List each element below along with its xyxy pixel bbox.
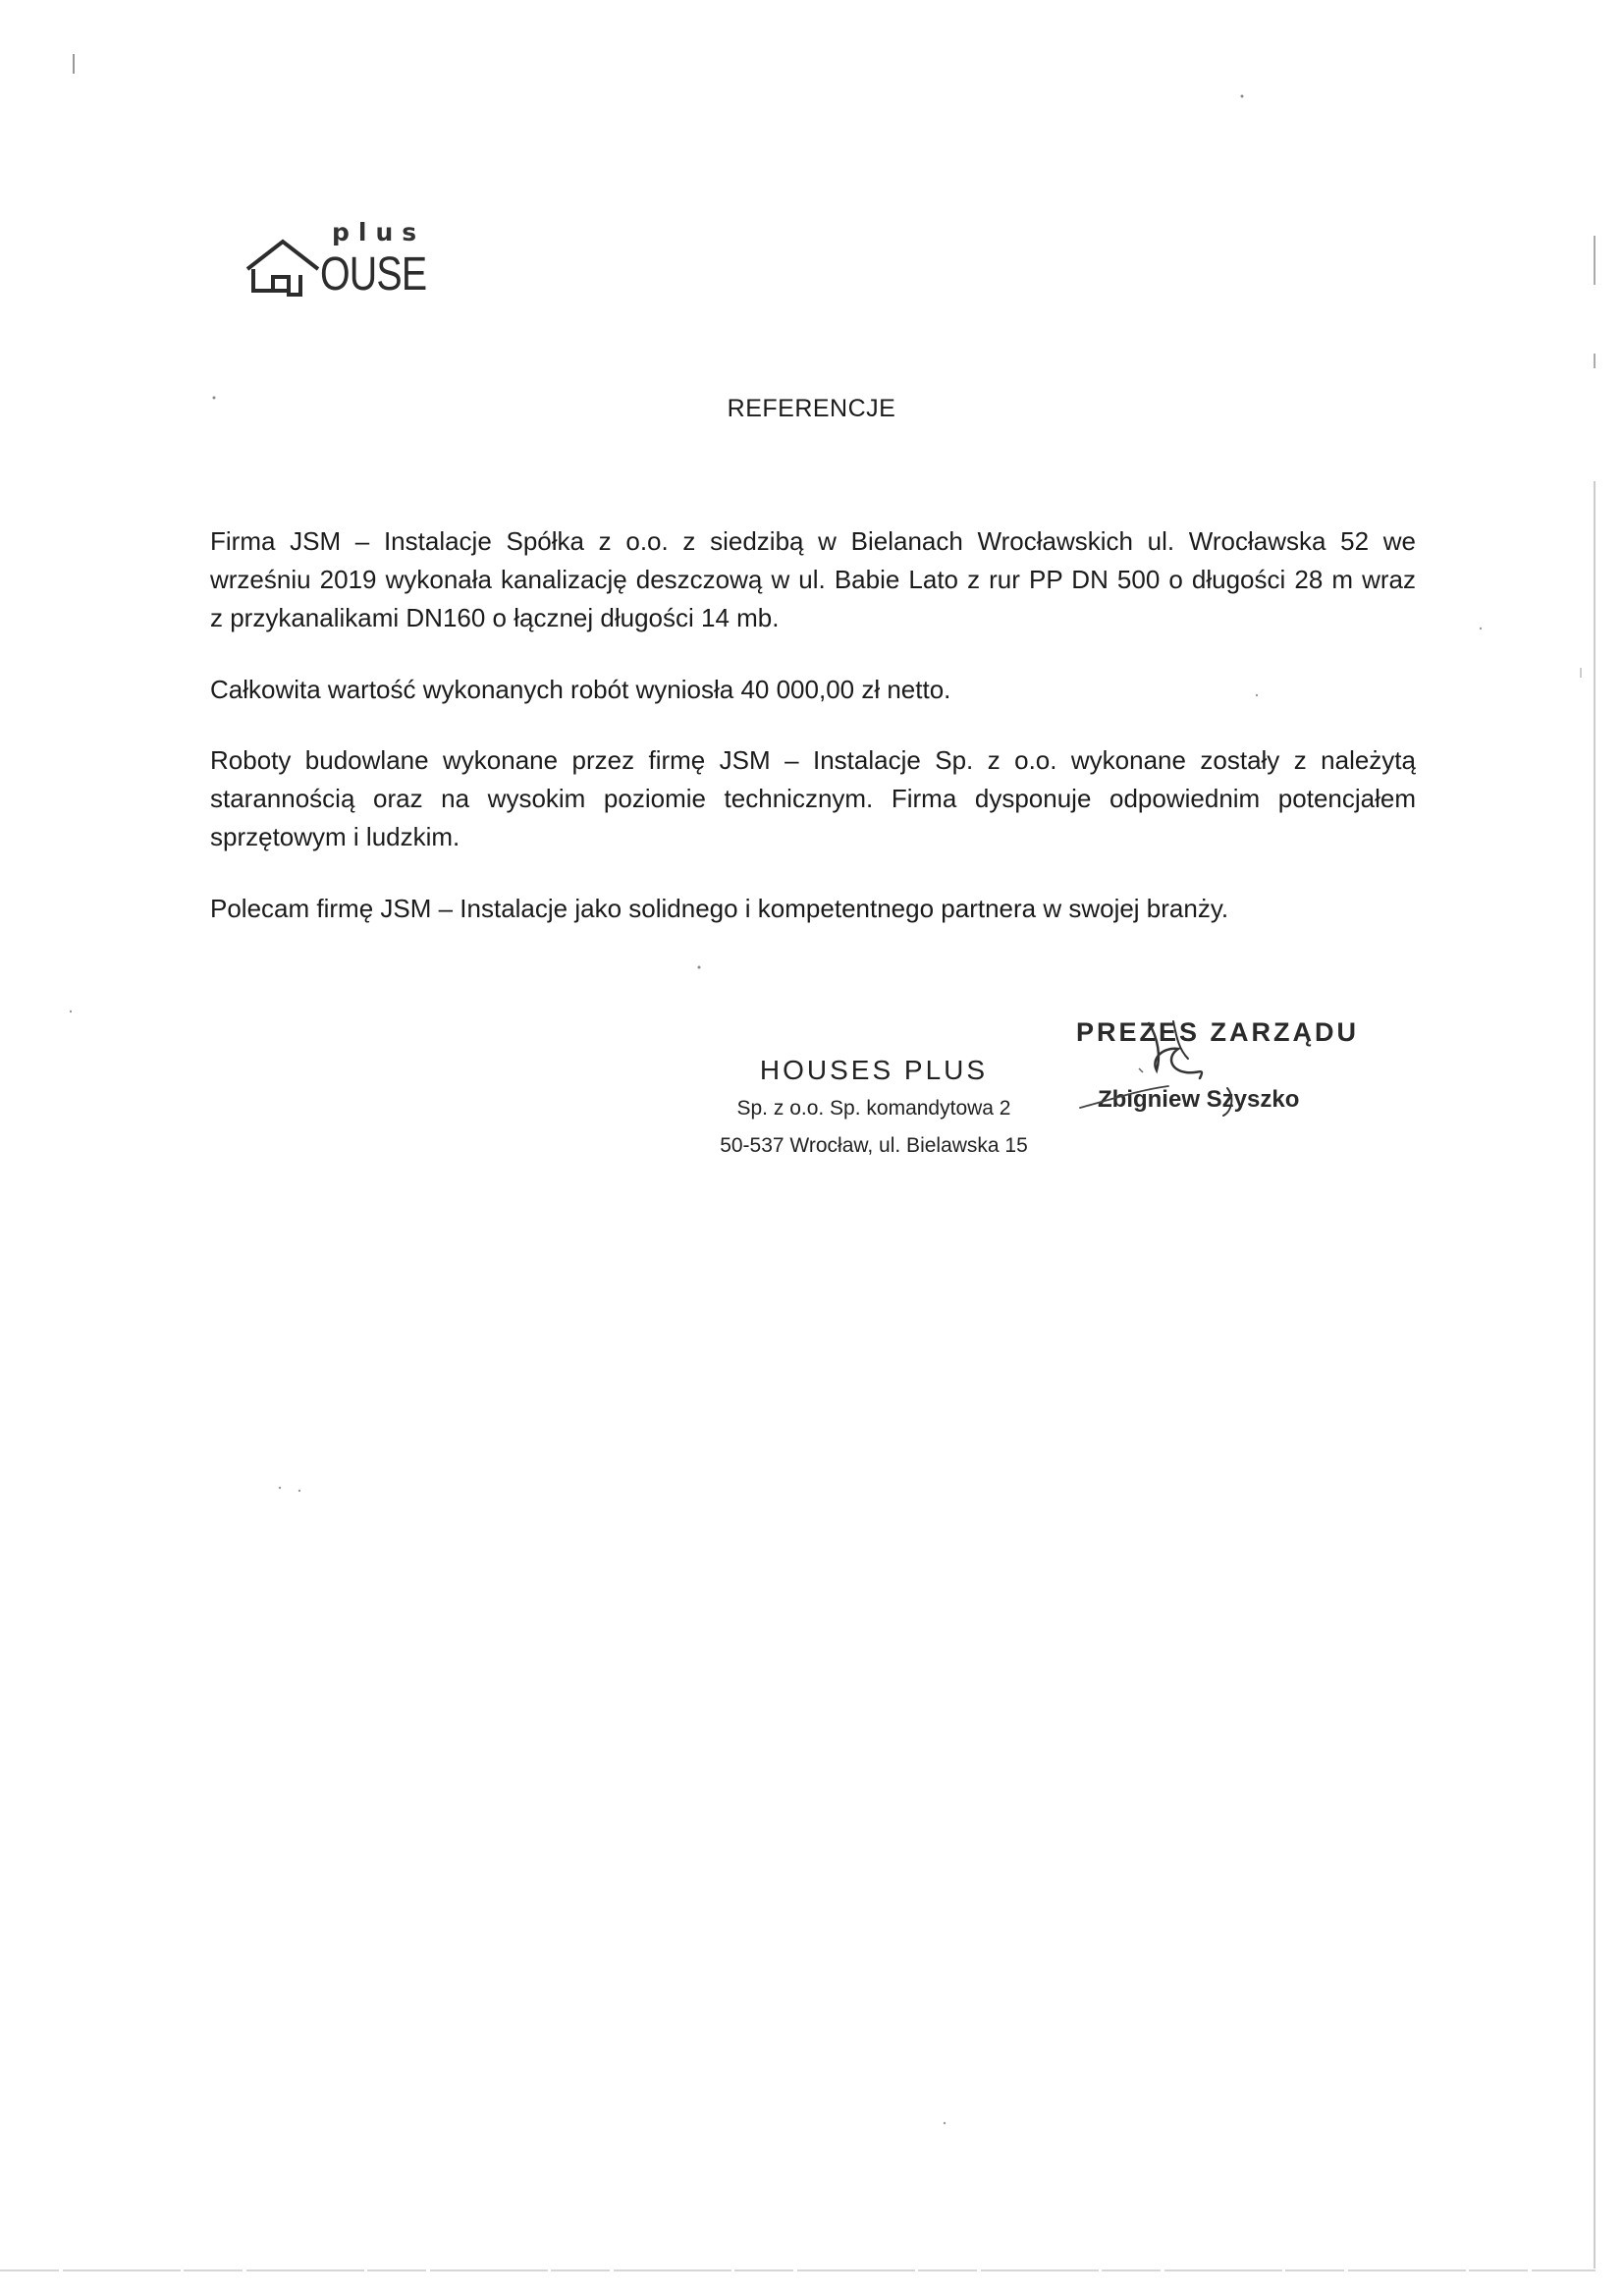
document-title: REFERENCJE [727,395,896,422]
handwritten-signature [1041,1010,1286,1127]
paragraph-1-line-1: Firma JSM – Instalacje Spółka z o.o. z siedzibą w Bielanach Wrocławskich ul. Wrocławska 52 we [210,526,1416,556]
stamp-line-1: Sp. z o.o. Sp. komandytowa 2 [736,1097,1011,1120]
stamp-line-2: 50-537 Wrocław, ul. Bielawska 15 [720,1134,1028,1157]
company-logo [245,218,452,306]
paragraph-3-line-2: starannością oraz na wysokim poziomie technicznym. Firma dysponuje odpowiednim potencjałem [210,784,1416,813]
logo-word-text: OUSE [320,248,427,301]
signature-title: PREZES ZARZĄDU [1076,1017,1360,1047]
paragraph-1-line-3: z przykanalikami DN160 o łącznej długości 14 mb. [210,603,780,632]
signature-name: Zbigniew Szyszko [1098,1086,1300,1113]
company-stamp [697,1051,1051,1165]
paragraph-3 [210,741,1416,856]
paragraph-2: Całkowita wartość wykonanych robót wyniosła 40 000,00 zł netto. [210,675,951,704]
paragraph-3-line-3: sprzętowym i ludzkim. [210,822,460,851]
logo-plus-text: plus [332,218,426,246]
paragraph-1 [210,522,1416,637]
paragraph-1-line-2: wrześniu 2019 wykonała kanalizację deszczową w ul. Babie Lato z rur PP DN 500 o długości 28 m wraz [210,565,1416,594]
paragraph-4: Polecam firmę JSM – Instalacje jako solidnego i kompetentnego partnera w swojej branży. [210,894,1229,923]
paragraph-3-line-1: Roboty budowlane wykonane przez firmę JSM – Instalacje Sp. z o.o. wykonane zostały z należytą [210,745,1416,775]
stamp-company-name: HOUSES PLUS [759,1055,989,1085]
